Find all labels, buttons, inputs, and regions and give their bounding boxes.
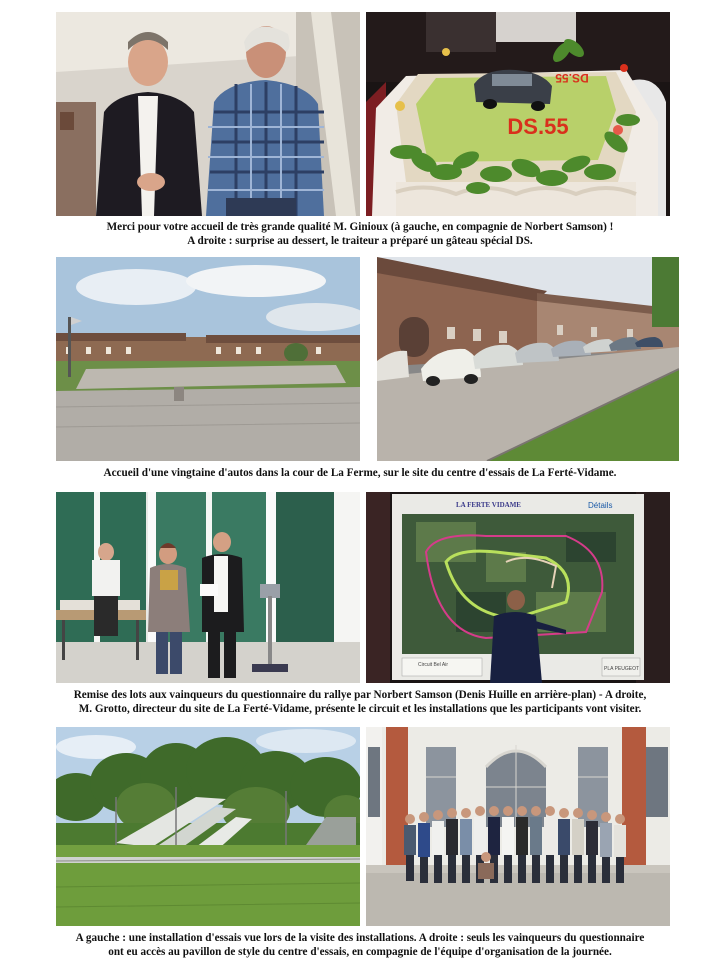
- caption-row-2-line-1: Accueil d'une vingtaine d'autos dans la cour de La Ferme, sur le site du centre d'essais de La Ferté-Vidame.: [103, 467, 617, 479]
- caption-row-1: [40, 220, 680, 248]
- screen-details-link: Détails: [588, 501, 613, 510]
- photo-test-installation: [56, 727, 360, 926]
- caption-row-2: [40, 466, 680, 480]
- photo-prize-ceremony: [56, 492, 360, 683]
- photo-ds-cake: [366, 12, 670, 216]
- cake-lettering: DS.55: [507, 114, 569, 139]
- caption-row-4-line-1: A gauche : une installation d'essais vue lors de la visite des installations. A droite : seuls les vainqueurs du questionnaire: [75, 932, 645, 944]
- caption-row-3-line-2: M. Grotto, directeur du site de La Ferté-Vidame, présente le circuit et les installations que les participants vont visiter.: [78, 703, 642, 715]
- caption-row-1-line-2: A droite : surprise au dessert, le traiteur a préparé un gâteau spécial DS.: [187, 235, 533, 247]
- photo-farm-courtyard: [56, 257, 360, 461]
- photo-pavilion-group: [366, 727, 670, 926]
- screen-footer-right: PLA PEUGEOT: [604, 666, 640, 672]
- cake-lettering-top: DS.55: [555, 71, 589, 85]
- caption-row-3: [40, 688, 680, 716]
- photo-circuit-presentation: [366, 492, 670, 683]
- screen-footer-left: Circuit Bel Air: [418, 662, 449, 668]
- photo-welcome-hosts: [56, 12, 360, 216]
- caption-row-4: [40, 931, 680, 959]
- photo-cars-lineup: [377, 257, 679, 461]
- caption-row-1-line-1: Merci pour votre accueil de très grande qualité M. Ginioux (à gauche, en compagnie de Norbert Samson) !: [106, 221, 614, 233]
- caption-row-3-line-1: Remise des lots aux vainqueurs du questionnaire du rallye par Norbert Samson (Denis Huille en arrière-plan) - A droite,: [73, 689, 647, 701]
- screen-title: LA FERTE VIDAME: [456, 501, 521, 509]
- caption-row-4-line-2: ont eu accès au pavillon de style du centre d'essais, en compagnie de l'équipe d'organisation de la journée.: [108, 946, 612, 958]
